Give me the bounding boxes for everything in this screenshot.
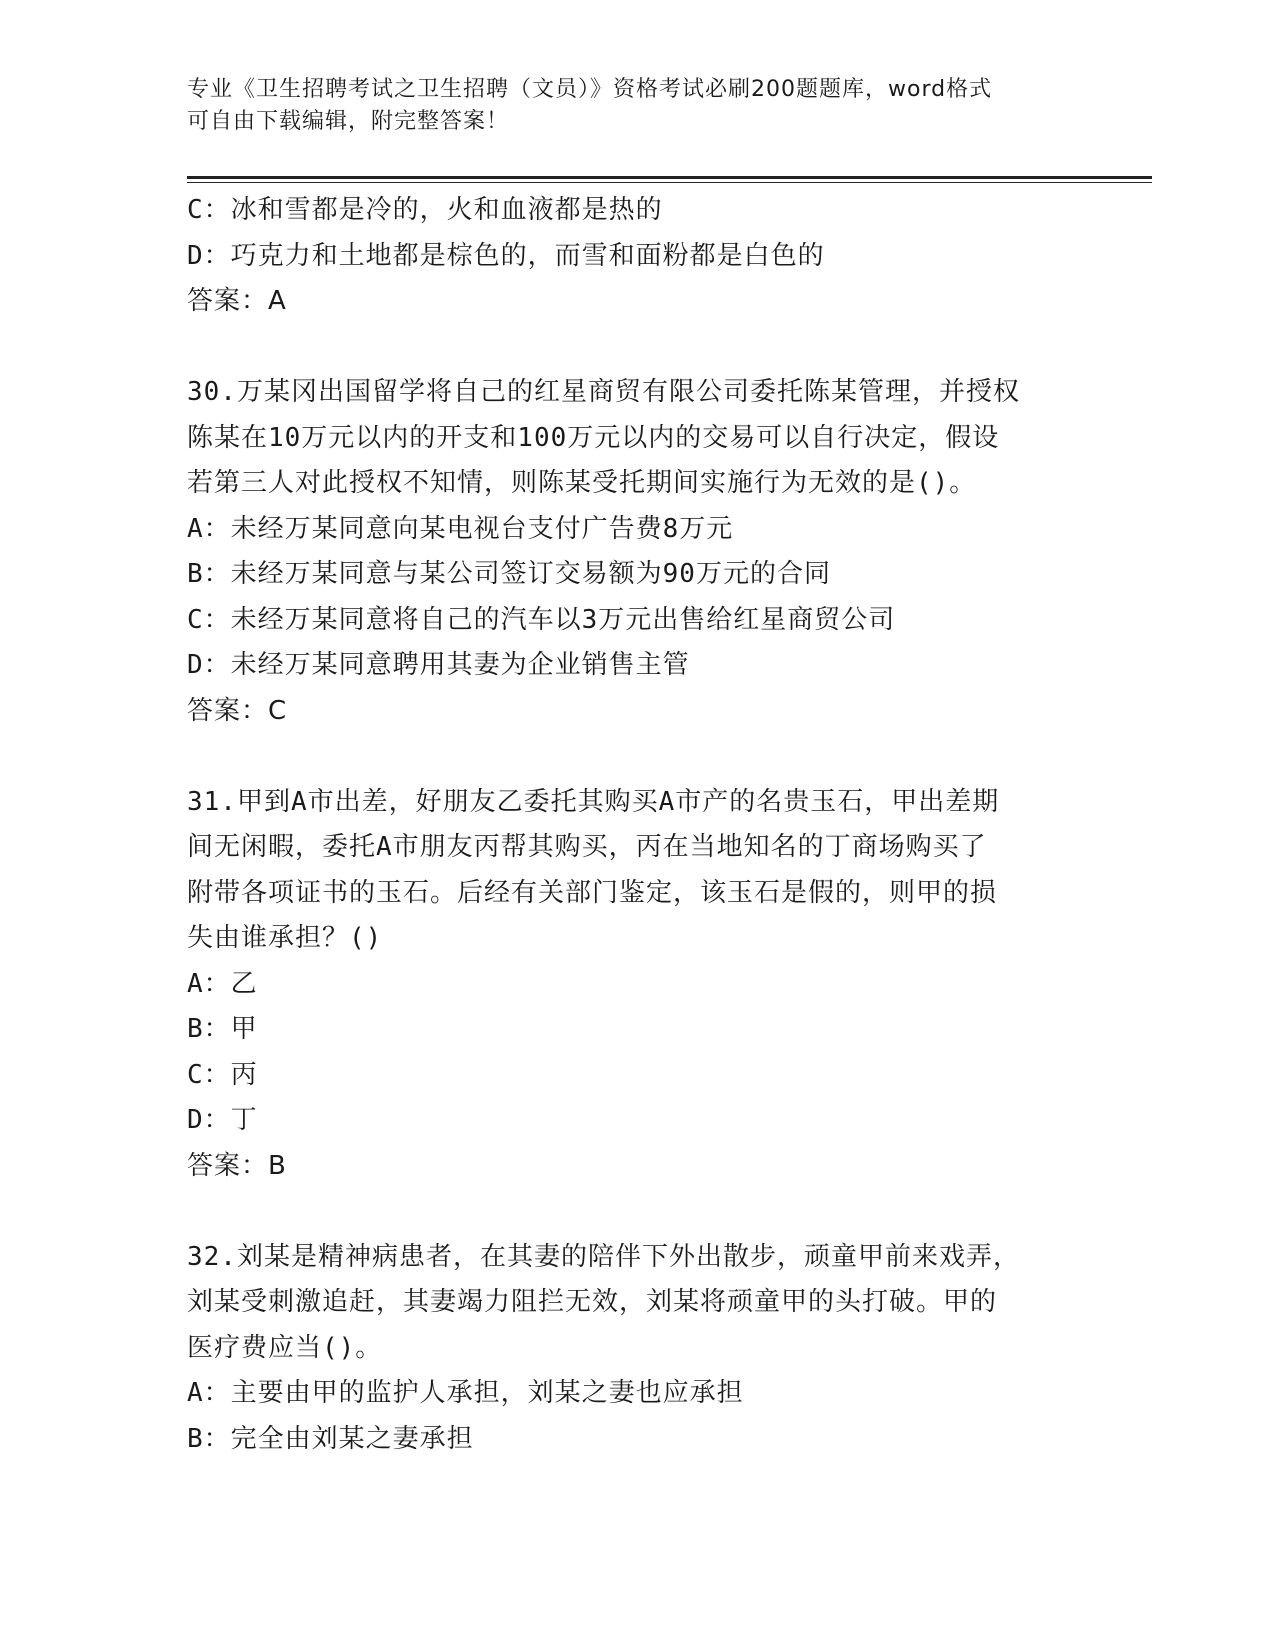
q32-stem-line: 32.刘某是精神病患者，在其妻的陪伴下外出散步，顽童甲前来戏弄， [187,1241,1020,1272]
q31-option-a: A：乙 [187,968,258,999]
q31-option-d: D：丁 [187,1105,258,1135]
q31-stem [187,780,1087,962]
q30-stem-line: 若第三人对此授权不知情，则陈某受托期间实施行为无效的是()。 [187,468,977,498]
q31-option-b: B：甲 [187,1014,258,1044]
q30-option-c: C：未经万某同意将自己的汽车以3万元出售给红星商贸公司 [187,604,896,635]
header-divider-thick [187,176,1152,179]
document-header [187,74,1087,138]
spacer [187,325,1087,371]
q30-stem [187,370,1087,507]
header-title-line-2: 可自由下载编辑，附完整答案！ [187,109,510,134]
question-31 [187,780,1087,1190]
q32-stem-line: 医疗费应当()。 [187,1332,383,1363]
q31-stem-line: 失由谁承担？() [187,923,383,953]
q29-option-c: C：冰和雪都是冷的，火和血液都是热的 [187,195,663,225]
spacer [187,734,1087,780]
header-divider-thin [187,182,1152,183]
q32-stem [187,1235,1087,1372]
q31-answer: 答案：B [187,1150,287,1181]
header-title-line-1: 专业《卫生招聘考试之卫生招聘（文员）》资格考试必刷200题题库，word格式 [187,77,993,102]
spacer [187,1189,1087,1235]
q30-answer: 答案：C [187,695,288,726]
q29-option-d: D：巧克力和土地都是棕色的，而雪和面粉都是白色的 [187,240,825,271]
q31-stem-line: 间无闲暇，委托A市朋友丙帮其购买，丙在当地知名的丁商场购买了 [187,832,987,862]
question-list [187,188,1087,1462]
q29-answer: 答案：A [187,286,287,316]
q30-option-a: A：未经万某同意向某电视台支付广告费8万元 [187,513,734,544]
q31-option-c: C：丙 [187,1059,258,1090]
q30-stem-line: 陈某在10万元以内的开支和100万元以内的交易可以自行决定，假设 [187,422,1000,453]
q31-stem-line: 附带各项证书的玉石。后经有关部门鉴定，该玉石是假的，则甲的损 [187,877,998,908]
q31-stem-line: 31.甲到A市出差，好朋友乙委托其购买A市产的名贵玉石，甲出差期 [187,786,1000,817]
q30-stem-line: 30.万某冈出国留学将自己的红星商贸有限公司委托陈某管理，并授权 [187,377,1020,407]
q32-option-a: A：主要由甲的监护人承担，刘某之妻也应承担 [187,1378,744,1408]
question-29-fragment [187,188,1087,325]
question-32 [187,1235,1087,1463]
q30-option-d: D：未经万某同意聘用其妻为企业销售主管 [187,650,690,680]
q30-option-b: B：未经万某同意与某公司签订交易额为90万元的合同 [187,559,831,589]
q32-option-b: B：完全由刘某之妻承担 [187,1423,474,1454]
question-30 [187,370,1087,734]
q32-stem-line: 刘某受刺激追赶，其妻竭力阻拦无效，刘某将顽童甲的头打破。甲的 [187,1287,998,1317]
